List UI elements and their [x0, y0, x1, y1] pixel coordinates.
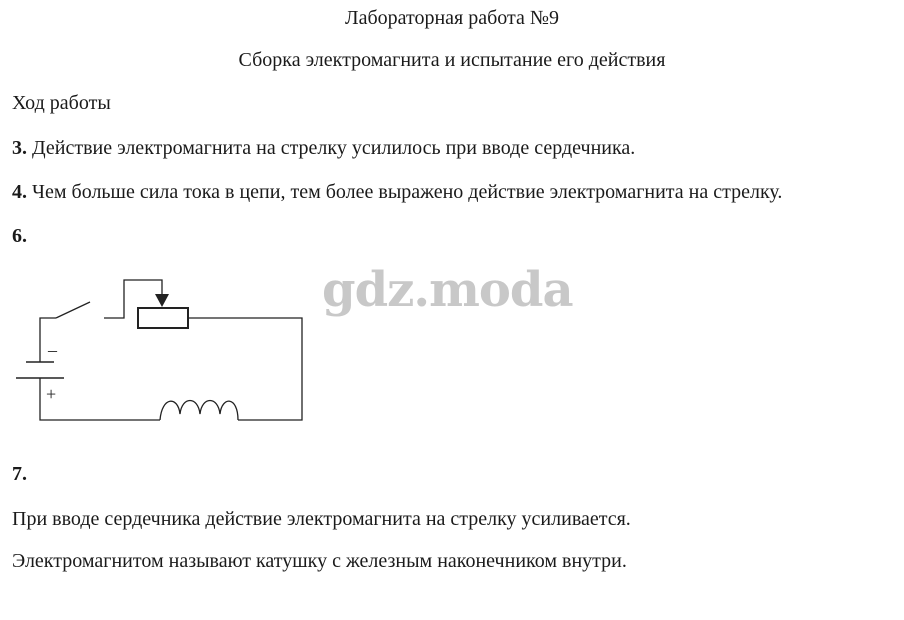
rheostat-arrow	[155, 294, 169, 307]
item-number: 7.	[12, 463, 27, 485]
item-7	[12, 462, 27, 486]
switch-blade	[56, 302, 90, 318]
conclusion-1: При вводе сердечника действие электромагнита на стрелку усиливается.	[12, 508, 631, 530]
coil-to-battery	[40, 382, 160, 420]
section-heading: Ход работы	[12, 92, 111, 114]
coil	[160, 401, 238, 421]
watermark: gdz.moda	[322, 262, 573, 318]
page-title: Лабораторная работа №9	[345, 7, 559, 29]
switch-right	[104, 280, 162, 318]
item-number: 4.	[12, 181, 27, 203]
page-subtitle: Сборка электромагнита и испытание его действия	[238, 49, 666, 71]
item-number: 6.	[12, 225, 27, 247]
conclusion-2: Электромагнитом называют катушку с железным наконечником внутри.	[12, 550, 627, 572]
rheostat-to-right	[188, 318, 302, 420]
item-3	[12, 136, 635, 160]
item-text: Действие электромагнита на стрелку усилилось при вводе сердечника.	[27, 137, 636, 159]
item-text: Чем больше сила тока в цепи, тем более выражено действие электромагнита на стрелку.	[27, 181, 783, 203]
plus-label: +	[46, 384, 57, 404]
circuit-diagram	[12, 272, 312, 432]
item-number: 3.	[12, 137, 27, 159]
item-4	[12, 180, 782, 204]
minus-label: –	[48, 340, 57, 360]
item-6	[12, 224, 27, 248]
rheostat-body	[138, 308, 188, 328]
